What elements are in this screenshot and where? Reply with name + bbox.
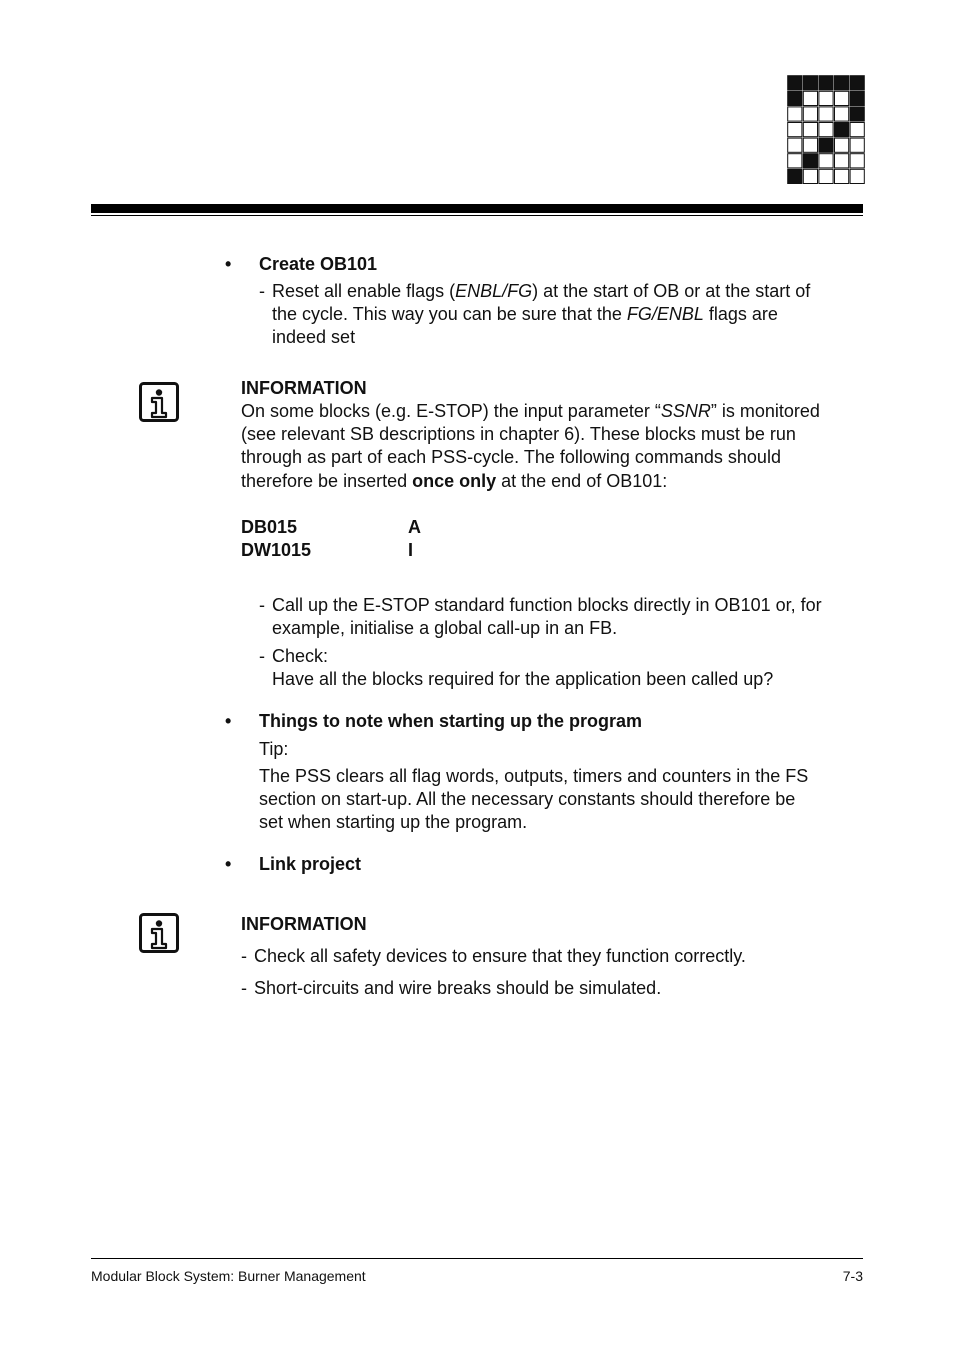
reset-flags-line1: Reset all enable flags (ENBL/FG) at the start of OB or at the start of: [272, 281, 811, 301]
section-title-startup: Things to note when starting up the program: [259, 711, 642, 731]
estop-call-line2: example, initialise a global call-up in an FB.: [272, 618, 618, 638]
logo-cell-empty: [835, 138, 849, 152]
dash-marker: -: [259, 281, 265, 301]
startup-line2: section on start-up. All the necessary constants should therefore be: [259, 789, 796, 809]
table-cell-i: I: [408, 540, 414, 560]
logo-cell-filled: [788, 169, 802, 183]
check-line1: Check:: [272, 646, 329, 666]
dash-marker: -: [259, 646, 265, 666]
company-logo-icon: [787, 75, 865, 185]
info2-item1: Check all safety devices to ensure that they function correctly.: [254, 946, 746, 966]
logo-cell-empty: [850, 154, 864, 168]
logo-cell-empty: [819, 107, 833, 121]
logo-cell-empty: [788, 154, 802, 168]
section-title-create-ob101: Create OB101: [259, 254, 378, 274]
header-rule-thick: [91, 204, 863, 213]
logo-cell-filled: [788, 76, 802, 90]
page-number: 7-3: [842, 1268, 863, 1284]
info-heading: INFORMATION: [241, 914, 367, 934]
logo-cell-filled: [803, 154, 817, 168]
reset-flags-line2: the cycle. This way you can be sure that the FG/ENBL flags are: [272, 304, 778, 324]
info1-line2: (see relevant SB descriptions in chapter 6). These blocks must be run: [241, 424, 796, 444]
footer-title: Modular Block System: Burner Management: [91, 1268, 366, 1284]
logo-cell-empty: [803, 123, 817, 137]
startup-line1: The PSS clears all flag words, outputs, timers and counters in the FS: [259, 766, 809, 786]
reset-flags-line3: indeed set: [272, 327, 356, 347]
bullet-create-ob101: •: [225, 254, 232, 274]
info2-item2: Short-circuits and wire breaks should be simulated.: [254, 978, 662, 998]
info1-line4: therefore be inserted once only at the end of OB101:: [241, 471, 668, 491]
logo-cell-empty: [835, 154, 849, 168]
table-cell-dw1015: DW1015: [241, 540, 312, 560]
logo-cell-empty: [803, 91, 817, 105]
footer-rule: [91, 1258, 863, 1259]
logo-cell-empty: [850, 138, 864, 152]
bullet-startup: •: [225, 711, 232, 731]
logo-cell-empty: [835, 91, 849, 105]
table-cell-a: A: [408, 517, 421, 537]
logo-cell-empty: [850, 169, 864, 183]
logo-cell-empty: [835, 169, 849, 183]
logo-cell-filled: [850, 91, 864, 105]
logo-cell-filled: [788, 91, 802, 105]
logo-cell-empty: [803, 169, 817, 183]
estop-call-line1: Call up the E-STOP standard function blocks directly in OB101 or, for: [272, 595, 822, 615]
logo-cell-empty: [819, 123, 833, 137]
info-icon: [139, 913, 179, 953]
logo-cell-filled: [819, 138, 833, 152]
info-heading: INFORMATION: [241, 378, 367, 398]
logo-cell-filled: [803, 76, 817, 90]
section-title-link-project: Link project: [259, 854, 362, 874]
logo-cell-filled: [835, 123, 849, 137]
check-line2: Have all the blocks required for the application been called up?: [272, 669, 774, 689]
logo-cell-filled: [850, 107, 864, 121]
logo-cell-empty: [819, 169, 833, 183]
dash-marker: -: [241, 946, 247, 966]
dash-marker: -: [241, 978, 247, 998]
logo-cell-empty: [835, 107, 849, 121]
info1-line1: On some blocks (e.g. E-STOP) the input parameter “SSNR” is monitored: [241, 401, 820, 421]
tip-label: Tip:: [259, 739, 289, 759]
logo-cell-empty: [788, 123, 802, 137]
info-icon: [139, 382, 179, 422]
info1-line3: through as part of each PSS-cycle. The following commands should: [241, 447, 781, 467]
logo-cell-filled: [835, 76, 849, 90]
startup-line3: set when starting up the program.: [259, 812, 528, 832]
dash-marker: -: [259, 595, 265, 615]
logo-cell-empty: [850, 123, 864, 137]
logo-cell-filled: [819, 76, 833, 90]
logo-cell-empty: [788, 107, 802, 121]
logo-cell-empty: [819, 91, 833, 105]
bullet-link-project: •: [225, 854, 232, 874]
logo-cell-filled: [850, 76, 864, 90]
header-rule-thin: [91, 215, 863, 216]
logo-cell-empty: [788, 138, 802, 152]
table-cell-db015: DB015: [241, 517, 298, 537]
logo-cell-empty: [803, 138, 817, 152]
logo-cell-empty: [803, 107, 817, 121]
logo-cell-empty: [819, 154, 833, 168]
